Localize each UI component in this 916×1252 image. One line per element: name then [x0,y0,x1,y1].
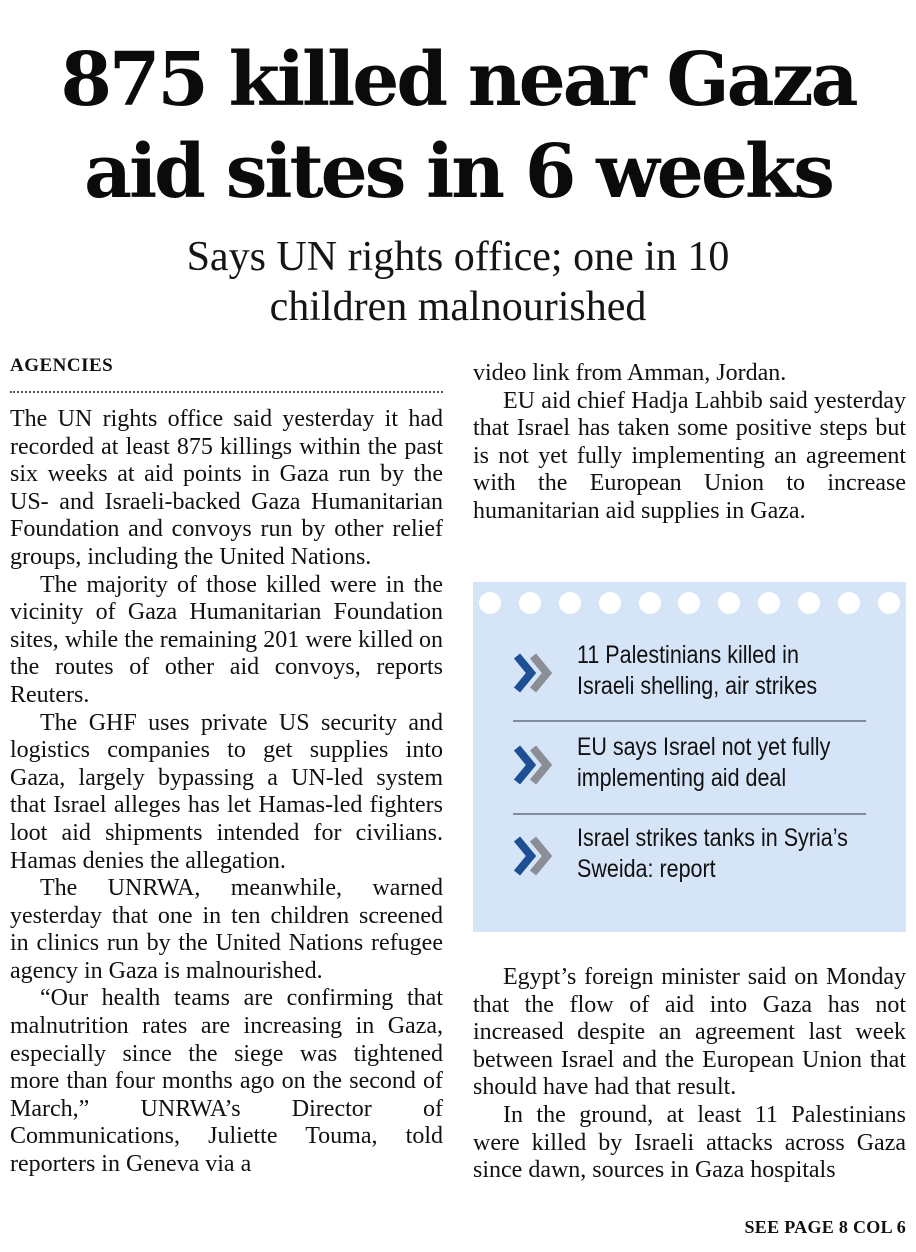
related-item-line-1: 11 Palestinians killed in [577,641,799,669]
paragraph: “Our health teams are confirming that malnutrition rates are increasing in Gaza, especially since the siege was tightened more than four months ago on the second of March,” UNRWA’s Director of Communications, Juliette Touma, told reporters in Geneva via a [10,985,443,1178]
subheadline-line-1: Says UN rights office; one in 10 [186,234,730,280]
related-item-line-2: implementing aid deal [577,764,787,792]
related-item-line-2: Sweida: report [577,855,716,883]
related-item-line-2: Israeli shelling, air strikes [577,672,818,700]
related-news-box [473,582,906,932]
subheadline-line-2: children malnourished [269,284,647,330]
related-divider [513,813,866,815]
related-item-line-1: Israel strikes tanks in Syria’s [577,824,848,852]
paragraph: The UNRWA, meanwhile, warned yesterday that one in ten children screened in clinics run by the United Nations refugee agency in Gaza is malnourished. [10,875,443,984]
headline-line-2: aid sites in 6 weeks [84,129,832,215]
byline: AGENCIES [10,355,114,376]
headline [0,34,916,218]
paragraph: The majority of those killed were in the vicinity of Gaza Humanitarian Foundation sites, while the remaining 201 were killed on the routes of other aid convoys, reports Reuters. [10,571,443,708]
byline-divider [10,391,443,393]
headline-line-1: 875 killed near Gaza [60,37,856,123]
double-chevron-icon [513,833,553,879]
notepad-holes [479,592,900,614]
paragraph: The UN rights office said yesterday it had recorded at least 875 killings within the past six weeks at aid points in Gaza run by the US- and Israeli-backed Gaza Humanitarian Foundation and convoys run by other relief groups, including the United Nations. [10,406,443,570]
related-item [513,641,867,736]
article-column-2-top [473,360,906,526]
paragraph: Egypt’s foreign minister said on Monday that the flow of aid into Gaza has not increased despite an agreement last week between Israel and the European Union that should have had that result. [473,964,906,1101]
related-item [513,733,867,828]
article-column-2-bottom [473,964,906,1185]
paragraph: video link from Amman, Jordan. [473,360,787,386]
paragraph: In the ground, at least 11 Palestinians were killed by Israeli attacks across Gaza since dawn, sources in Gaza hospitals [473,1101,906,1184]
continued-on-page[interactable]: SEE PAGE 8 COL 6 [744,1217,906,1237]
related-divider [513,720,866,722]
double-chevron-icon [513,650,553,696]
paragraph: The GHF uses private US security and logistics companies to get supplies into Gaza, largely bypassing a UN-led system that Israel alleges has let Hamas-led fighters loot aid shipments intended for civilians. Hamas denies the allegation. [10,709,443,874]
subheadline [0,232,916,332]
paragraph: EU aid chief Hadja Lahbib said yesterday that Israel has taken some positive steps but is not yet fully implementing an agreement with the European Union to increase humanitarian aid supplies in Gaza. [473,387,906,524]
related-item [513,824,867,919]
related-item-line-1: EU says Israel not yet fully [577,733,831,761]
article-column-1 [10,406,443,1179]
double-chevron-icon [513,742,553,788]
